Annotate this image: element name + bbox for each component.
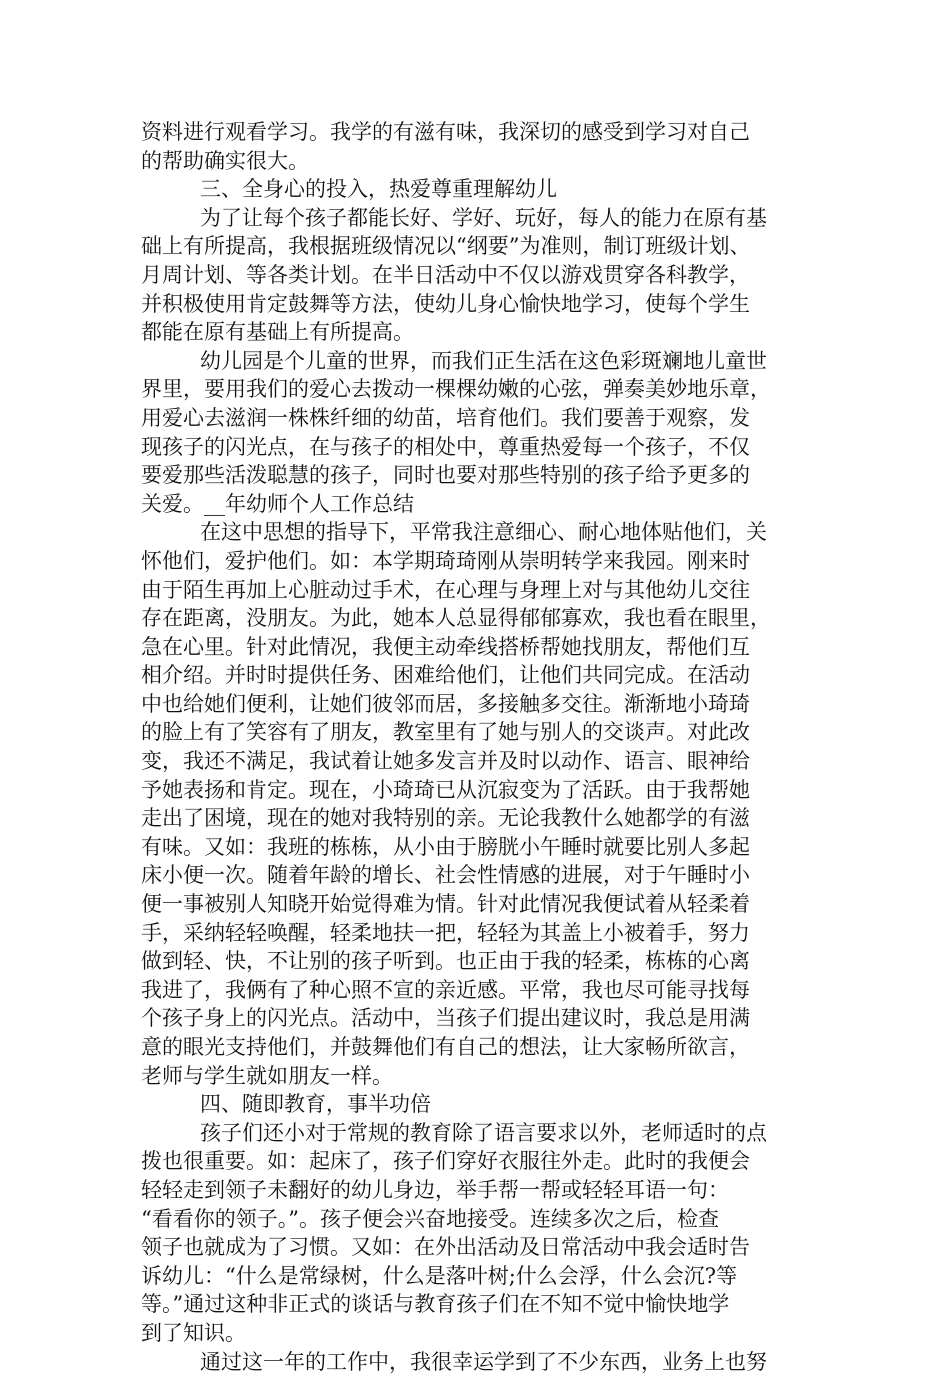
text-line: 予她表扬和肯定。现在，小琦琦已从沉寂变为了活跃。由于我帮她 — [141, 777, 750, 802]
text-line: 床小便一次。随着年龄的增长、社会性情感的进展，对于午睡时小 — [141, 863, 750, 888]
text-line: 关爱。__年幼师个人工作总结 — [141, 491, 414, 516]
text-line: “看看你的领子。”。孩子便会兴奋地接受。连续多次之后，检查 — [141, 1206, 719, 1231]
text-line: 的脸上有了笑容有了朋友，教室里有了她与别人的交谈声。对此改 — [141, 720, 750, 745]
text-line: 老师与学生就如朋友一样。 — [141, 1063, 393, 1088]
text-line: 走出了困境，现在的她对我特别的亲。无论我教什么她都学的有滋 — [141, 806, 750, 831]
text-line: 中也给她们便利，让她们彼邻而居，多接触多交往。渐渐地小琦琦 — [141, 691, 750, 716]
text-line: 到了知识。 — [141, 1320, 246, 1345]
text-line: 幼儿园是个儿童的世界，而我们正生活在这色彩斑斓地儿童世 — [200, 348, 767, 373]
text-line: 拨也很重要。如：起床了，孩子们穿好衣服往外走。此时的我便会 — [141, 1149, 750, 1174]
text-line: 四、随即教育，事半功倍 — [200, 1092, 431, 1117]
text-line: 三、全身心的投入，热爱尊重理解幼儿 — [200, 177, 557, 202]
text-line: 便一事被别人知晓开始觉得难为情。针对此情况我便试着从轻柔着 — [141, 892, 750, 917]
text-line: 急在心里。针对此情况，我便主动牵线搭桥帮她找朋友，帮他们互 — [141, 634, 750, 659]
text-line: 等。”通过这种非正式的谈话与教育孩子们在不知不觉中愉快地学 — [141, 1292, 730, 1317]
text-line: 并积极使用肯定鼓舞等方法，使幼儿身心愉快地学习，使每个学生 — [141, 291, 750, 316]
text-line: 都能在原有基础上有所提高。 — [141, 320, 414, 345]
text-line: 有味。又如：我班的栋栋，从小由于膀胱小午睡时就要比别人多起 — [141, 834, 750, 859]
text-line: 领子也就成为了习惯。又如：在外出活动及日常活动中我会适时告 — [141, 1235, 750, 1260]
text-line: 轻轻走到领子未翻好的幼儿身边，举手帮一帮或轻轻耳语一句： — [141, 1177, 729, 1202]
document-body — [141, 118, 809, 1376]
text-line: 诉幼儿：“什么是常绿树，什么是落叶树;什么会浮，什么会沉?等 — [141, 1263, 738, 1288]
text-line: 资料进行观看学习。我学的有滋有味，我深切的感受到学习对自己 — [141, 120, 750, 144]
text-line: 孩子们还小对于常规的教育除了语言要求以外，老师适时的点 — [200, 1120, 767, 1145]
text-line: 为了让每个孩子都能长好、学好、玩好，每人的能力在原有基 — [200, 205, 767, 230]
text-line: 手，采纳轻轻唤醒，轻柔地扶一把，轻轻为其盖上小被着手，努力 — [141, 920, 750, 945]
text-line: 由于陌生再加上心脏动过手术，在心理与身理上对与其他幼儿交往 — [141, 577, 750, 602]
text-line: 变，我还不满足，我试着让她多发言并及时以动作、语言、眼神给 — [141, 749, 750, 774]
text-line: 通过这一年的工作中，我很幸运学到了不少东西，业务上也努 — [200, 1349, 767, 1374]
text-line: 用爱心去滋润一株株纤细的幼苗，培育他们。我们要善于观察，发 — [141, 405, 750, 430]
text-line: 意的眼光支持他们，并鼓舞他们有自己的想法，让大家畅所欲言， — [141, 1035, 750, 1059]
text-line: 础上有所提高，我根据班级情况以“纲要”为准则，制订班级计划、 — [141, 234, 751, 259]
text-line: 的帮助确实很大。 — [141, 148, 309, 173]
text-line: 我进了，我俩有了种心照不宣的亲近感。平常，我也尽可能寻找每 — [141, 977, 750, 1002]
text-line: 相介绍。并时时提供任务、困难给他们，让他们共同完成。在活动 — [141, 663, 750, 688]
text-line: 现孩子的闪光点，在与孩子的相处中，尊重热爱每一个孩子，不仅 — [141, 434, 750, 459]
text-line: 怀他们，爱护他们。如：本学期琦琦刚从崇明转学来我园。刚来时 — [141, 548, 750, 573]
text-line: 界里，要用我们的爱心去拨动一棵棵幼嫩的心弦，弹奏美妙地乐章， — [141, 377, 771, 402]
text-line: 存在距离，没朋友。为此，她本人总显得郁郁寡欢，我也看在眼里， — [141, 606, 771, 631]
text-line: 做到轻、快，不让别的孩子听到。也正由于我的轻柔，栋栋的心离 — [141, 949, 750, 974]
text-line: 月周计划、等各类计划。在半日活动中不仅以游戏贯穿各科教学， — [141, 262, 750, 287]
text-line: 要爱那些活泼聪慧的孩子，同时也要对那些特别的孩子给予更多的 — [141, 463, 750, 488]
text-line: 个孩子身上的闪光点。活动中，当孩子们提出建议时，我总是用满 — [141, 1006, 750, 1031]
text-line: 在这中思想的指导下，平常我注意细心、耐心地体贴他们，关 — [200, 520, 767, 545]
